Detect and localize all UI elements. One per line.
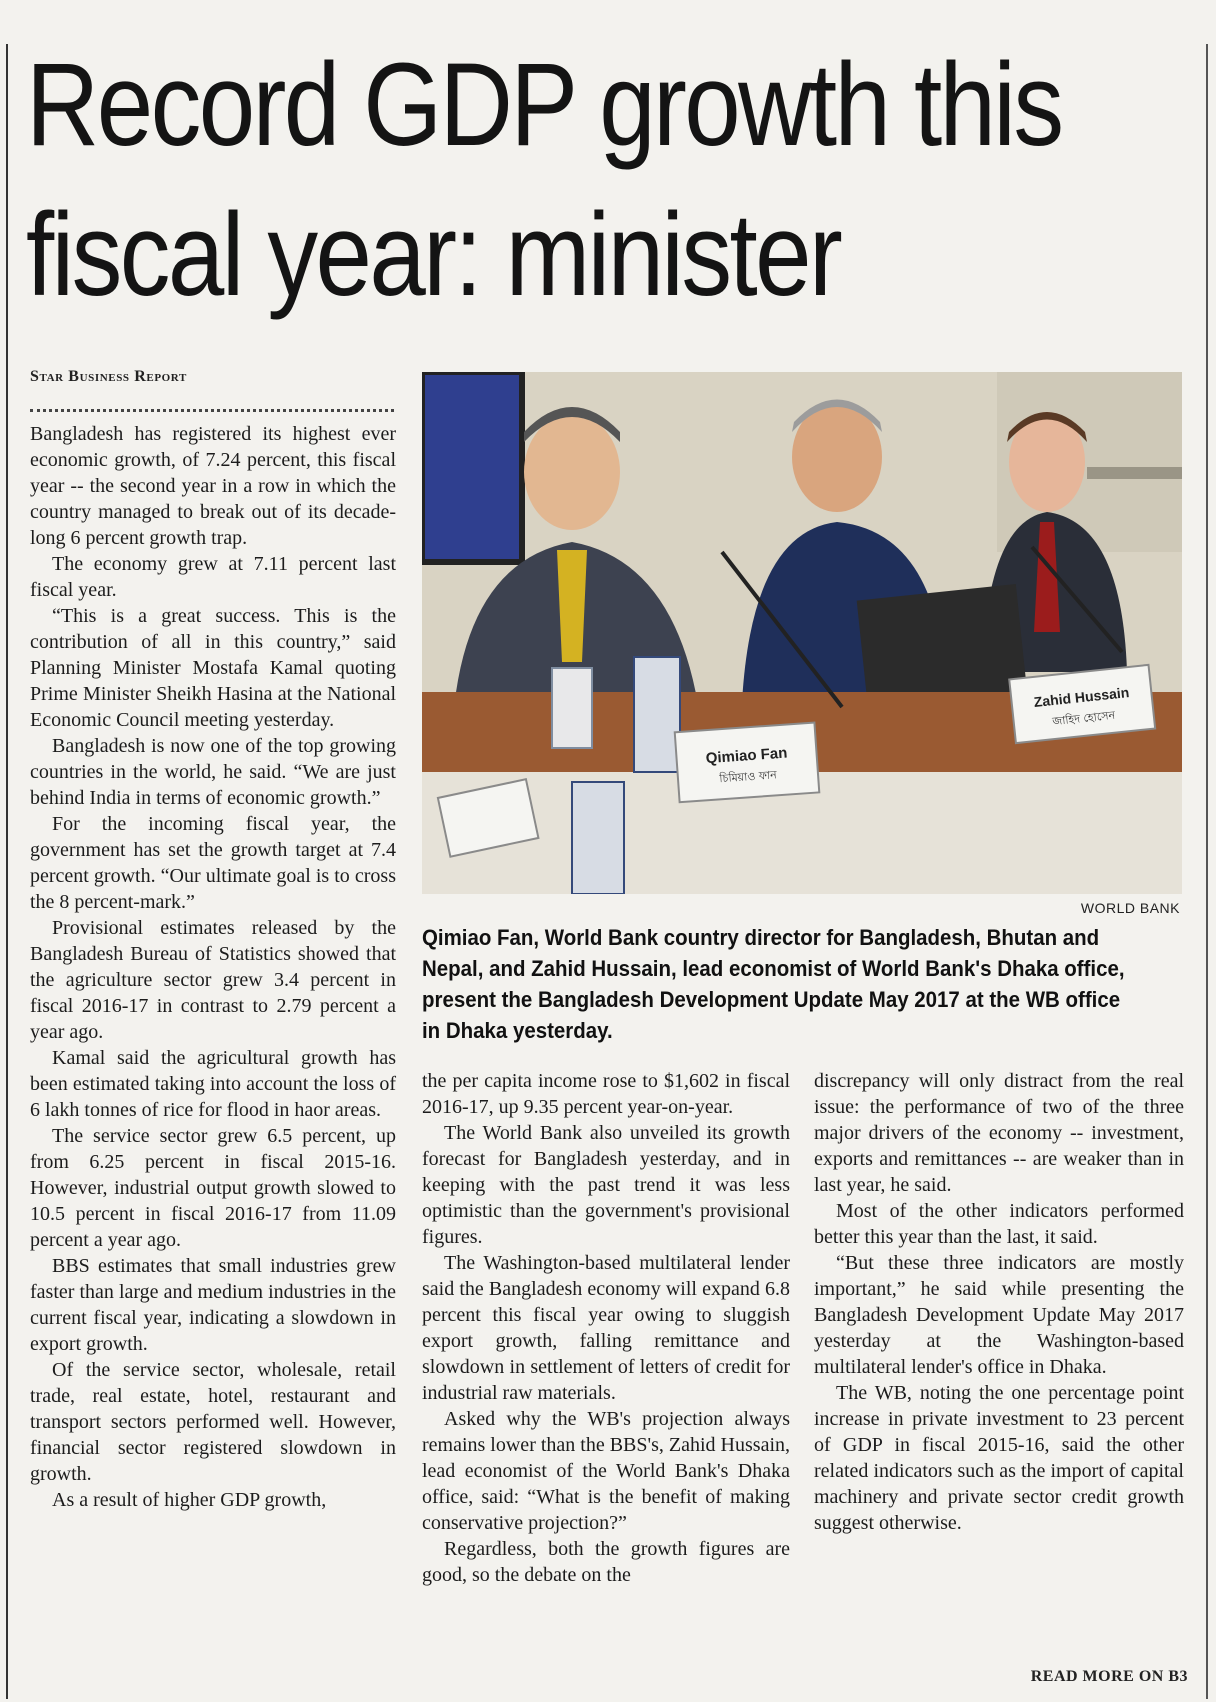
news-photo — [422, 372, 1182, 894]
photo-credit: WORLD BANK — [1080, 900, 1180, 916]
nameplate-right-name: Zahid Hussain — [1033, 684, 1130, 710]
paragraph: Kamal said the agricultural growth has been estimated taking into account the loss of 6 lakh tonnes of rice for flood in haor areas. — [30, 1047, 396, 1121]
paragraph: discrepancy will only distract from the real issue: the performance of two of the three major drivers of the economy -- investment, exports and remittances -- are weaker than in last year, he said. — [814, 1070, 1184, 1196]
paragraph: “But these three indicators are mostly important,” he said while presenting the Bangladesh Development Update May 2017 yesterday at the Washington-based multilateral lender's office in Dhaka. — [814, 1252, 1184, 1378]
nameplate-left-bengali: চিমিয়াও ফান — [718, 768, 778, 786]
paragraph: As a result of higher GDP growth, — [52, 1489, 327, 1511]
paragraph: Bangladesh is now one of the top growing countries in the world, he said. “We are just behind India in terms of economic growth.” — [30, 735, 396, 809]
headline — [26, 30, 1062, 330]
paragraph: Bangladesh has registered its highest ever economic growth, of 7.24 percent, this fiscal year -- the second year in a row in which the country managed to break out of its decade-long 6 percent growth trap. — [30, 423, 396, 549]
paragraph: The Washington-based multilateral lender said the Bangladesh economy will expand 6.8 percent this fiscal year owing to sluggish export growth, falling remittance and slowdown in settlement of letters of credit for industrial raw materials. — [422, 1252, 790, 1404]
paragraph: Asked why the WB's projection always remains lower than the BBS's, Zahid Hussain, lead economist of the World Bank's Dhaka office, said: “What is the benefit of making conservative projection?” — [422, 1408, 790, 1534]
photo-caption: Qimiao Fan, World Bank country director for Bangladesh, Bhutan and Nepal, and Zahid Hussain, lead economist of World Bank's Dhaka office, present the Bangladesh Development Update May 2017 at the WB office in Dhaka yesterday. — [422, 925, 1125, 1043]
paragraph: the per capita income rose to $1,602 in fiscal 2016-17, up 9.35 percent year-on-year. — [422, 1070, 790, 1118]
photo-illustration — [422, 372, 1182, 894]
headline-line-2: fiscal year: minister — [26, 189, 841, 321]
nameplate-left-name: Qimiao Fan — [705, 744, 788, 768]
right-column-rule — [1206, 44, 1208, 1699]
article-column-2 — [422, 1068, 790, 1688]
paragraph: The service sector grew 6.5 percent, up from 6.25 percent in fiscal 2015-16. However, industrial output growth slowed to 10.5 percent in fiscal 2016-17 from 11.09 percent a year ago. — [30, 1125, 396, 1251]
paragraph: Of the service sector, wholesale, retail trade, real estate, hotel, restaurant and transport sectors performed well. However, financial sector registered slowdown in growth. — [30, 1359, 396, 1485]
paragraph: The World Bank also unveiled its growth forecast for Bangladesh yesterday, and in keeping with the past trend it was less optimistic than the government's provisional figures. — [422, 1122, 790, 1248]
paragraph: For the incoming fiscal year, the government has set the growth target at 7.4 percent growth. “Our ultimate goal is to cross the 8 percent-mark.” — [30, 813, 396, 913]
nameplate-right-bengali: জাহিদ হোসেন — [1051, 708, 1116, 729]
dotted-divider — [30, 409, 394, 412]
paragraph: The economy grew at 7.11 percent last fiscal year. — [30, 553, 396, 601]
headline-line-1: Record GDP growth this — [26, 39, 1062, 171]
paragraph: Provisional estimates released by the Bangladesh Bureau of Statistics showed that the agriculture sector grew 3.4 percent in fiscal 2016-17 in contrast to 2.79 percent a year ago. — [30, 917, 396, 1043]
paragraph: BBS estimates that small industries grew faster than large and medium industries in the current fiscal year, indicating a slowdown in export growth. — [30, 1255, 396, 1355]
byline: Star Business Report — [30, 368, 187, 385]
paragraph: Regardless, both the growth figures are good, so the debate on the — [422, 1538, 790, 1586]
article-column-1 — [30, 421, 396, 1691]
read-more-link[interactable]: READ MORE ON B3 — [1030, 1668, 1188, 1685]
paragraph: Most of the other indicators performed better this year than the last, it said. — [814, 1200, 1184, 1248]
paragraph: The WB, noting the one percentage point increase in private investment to 23 percent of GDP in fiscal 2015-16, said the other related indicators such as the import of capital machinery and private sector credit growth suggest otherwise. — [814, 1382, 1184, 1534]
left-column-rule — [6, 44, 8, 1699]
paragraph: “This is a great success. This is the contribution of all in this country,” said Planning Minister Mostafa Kamal quoting Prime Minister Sheikh Hasina at the National Economic Council meeting yesterday. — [30, 605, 396, 731]
article-column-3 — [814, 1068, 1184, 1668]
